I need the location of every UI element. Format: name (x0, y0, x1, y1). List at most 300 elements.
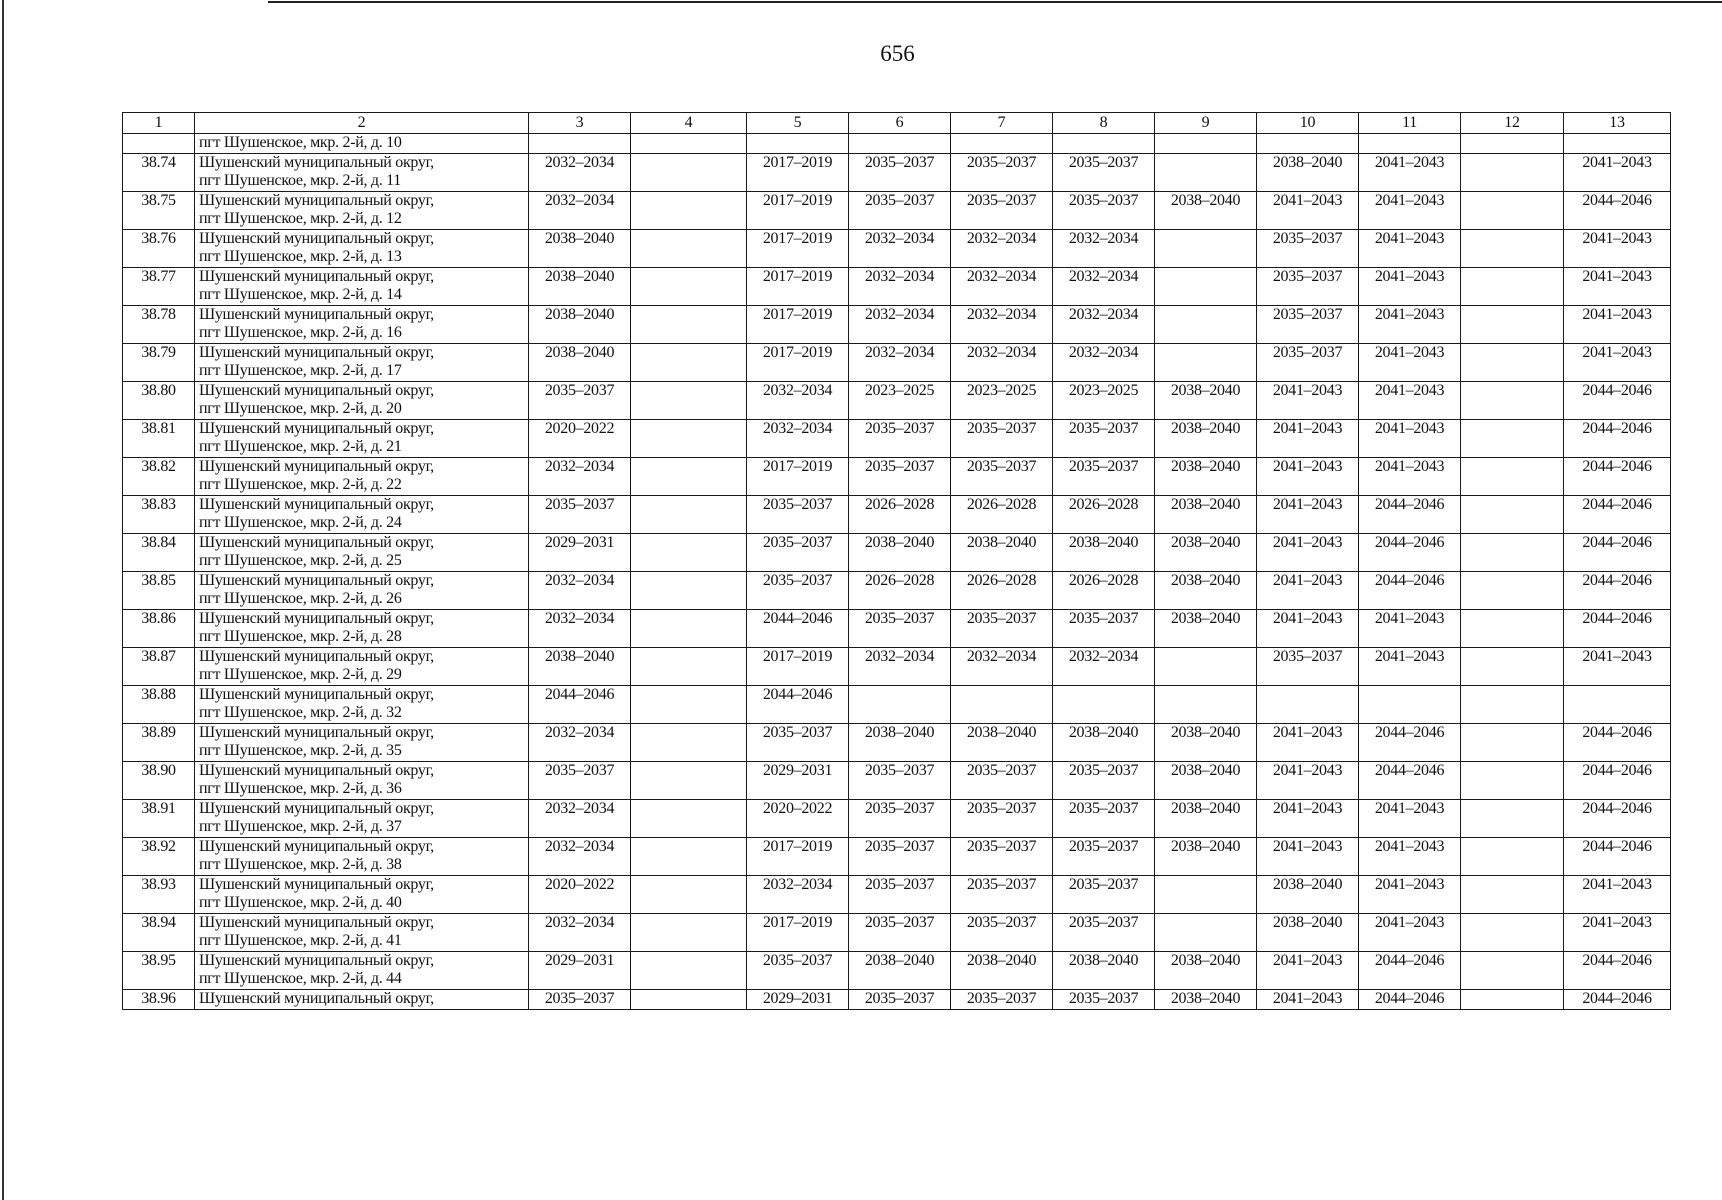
period-cell: 2038–2040 (1155, 495, 1257, 533)
table-row (123, 685, 1671, 723)
row-number-cell: 38.82 (123, 457, 195, 495)
period-cell (1461, 457, 1564, 495)
address-line-municipality: Шушенский муниципальный округ, (199, 761, 434, 779)
period-cell: 2041–2043 (1257, 723, 1359, 761)
address-cell (195, 267, 529, 305)
period-cell: 2038–2040 (849, 723, 951, 761)
table-row (123, 913, 1671, 951)
table-row (123, 343, 1671, 381)
row-number-cell: 38.95 (123, 951, 195, 989)
period-cell: 2035–2037 (951, 989, 1053, 1009)
period-cell: 2035–2037 (1053, 799, 1155, 837)
period-cell: 2038–2040 (1155, 837, 1257, 875)
row-number-cell: 38.93 (123, 875, 195, 913)
address-cell (195, 457, 529, 495)
period-cell: 2017–2019 (747, 457, 849, 495)
address-line-municipality: Шушенский муниципальный округ, (199, 381, 434, 399)
period-cell: 2032–2034 (529, 609, 631, 647)
period-cell: 2023–2025 (1053, 381, 1155, 419)
period-cell: 2041–2043 (1359, 191, 1461, 229)
row-number-cell: 38.96 (123, 989, 195, 1009)
table-row (123, 571, 1671, 609)
period-cell: 2035–2037 (951, 837, 1053, 875)
period-cell (951, 685, 1053, 723)
address-cell (195, 191, 529, 229)
period-cell (1461, 951, 1564, 989)
period-cell: 2041–2043 (1257, 837, 1359, 875)
period-cell: 2035–2037 (951, 875, 1053, 913)
period-cell: 2035–2037 (849, 457, 951, 495)
period-cell: 2035–2037 (1257, 305, 1359, 343)
period-cell: 2038–2040 (951, 533, 1053, 571)
period-cell: 2038–2040 (1155, 457, 1257, 495)
period-cell (631, 419, 747, 457)
period-cell: 2038–2040 (1155, 989, 1257, 1009)
row-number-cell: 38.86 (123, 609, 195, 647)
period-cell: 2041–2043 (1359, 799, 1461, 837)
period-cell: 2038–2040 (1155, 533, 1257, 571)
period-cell: 2038–2040 (529, 647, 631, 685)
address-line-building: пгт Шушенское, мкр. 2-й, д. 22 (199, 476, 402, 493)
address-cell (195, 153, 529, 191)
period-cell: 2035–2037 (1053, 989, 1155, 1009)
address-cell (195, 761, 529, 799)
address-line-building: пгт Шушенское, мкр. 2-й, д. 12 (199, 210, 402, 227)
period-cell: 2035–2037 (951, 153, 1053, 191)
period-cell (631, 913, 747, 951)
table-row (123, 723, 1671, 761)
period-cell: 2035–2037 (529, 495, 631, 533)
period-cell: 2032–2034 (951, 305, 1053, 343)
period-cell (1461, 305, 1564, 343)
period-cell: 2035–2037 (1053, 837, 1155, 875)
period-cell (631, 989, 747, 1009)
period-cell (1461, 267, 1564, 305)
period-cell (631, 343, 747, 381)
period-cell: 2041–2043 (1257, 951, 1359, 989)
table-row (123, 457, 1671, 495)
address-line-municipality: Шушенский муниципальный округ, (199, 419, 434, 437)
period-cell: 2041–2043 (1564, 153, 1671, 191)
period-cell: 2041–2043 (1257, 609, 1359, 647)
period-cell: 2041–2043 (1359, 457, 1461, 495)
period-cell: 2032–2034 (1053, 305, 1155, 343)
period-cell: 2041–2043 (1359, 267, 1461, 305)
column-header: 12 (1461, 113, 1564, 134)
period-cell (1461, 761, 1564, 799)
period-cell: 2041–2043 (1359, 153, 1461, 191)
period-cell: 2032–2034 (951, 647, 1053, 685)
table-cell (1564, 134, 1671, 154)
column-header: 10 (1257, 113, 1359, 134)
period-cell: 2041–2043 (1359, 229, 1461, 267)
table-cell (1461, 134, 1564, 154)
period-cell: 2035–2037 (1053, 913, 1155, 951)
address-cell (195, 609, 529, 647)
table-row (123, 609, 1671, 647)
period-cell (631, 495, 747, 533)
period-cell: 2041–2043 (1359, 381, 1461, 419)
table-row (123, 875, 1671, 913)
address-cell (195, 533, 529, 571)
period-cell: 2035–2037 (849, 761, 951, 799)
period-cell (631, 609, 747, 647)
period-cell: 2017–2019 (747, 153, 849, 191)
schedule-table (122, 112, 1671, 1010)
address-line-municipality: Шушенский муниципальный округ, (199, 153, 434, 171)
period-cell: 2035–2037 (849, 913, 951, 951)
address-cell (195, 913, 529, 951)
period-cell: 2044–2046 (1564, 457, 1671, 495)
period-cell (631, 533, 747, 571)
period-cell (1461, 913, 1564, 951)
period-cell: 2038–2040 (951, 723, 1053, 761)
period-cell: 2044–2046 (1564, 571, 1671, 609)
period-cell: 2032–2034 (529, 191, 631, 229)
address-cell (195, 495, 529, 533)
address-line-municipality: Шушенский муниципальный округ, (199, 533, 434, 551)
period-cell (631, 837, 747, 875)
address-cell (195, 305, 529, 343)
column-header: 9 (1155, 113, 1257, 134)
column-header: 3 (529, 113, 631, 134)
period-cell: 2038–2040 (1155, 761, 1257, 799)
address-line-municipality: Шушенский муниципальный округ, (199, 609, 434, 627)
column-header: 6 (849, 113, 951, 134)
period-cell: 2041–2043 (1564, 875, 1671, 913)
period-cell (1564, 685, 1671, 723)
period-cell: 2038–2040 (529, 305, 631, 343)
period-cell (1155, 913, 1257, 951)
table-cell (747, 134, 849, 154)
address-cell (195, 571, 529, 609)
period-cell (849, 685, 951, 723)
period-cell: 2035–2037 (951, 419, 1053, 457)
period-cell (631, 191, 747, 229)
period-cell (1155, 685, 1257, 723)
address-line-municipality: Шушенский муниципальный округ, (199, 343, 434, 361)
table-row (123, 951, 1671, 989)
period-cell: 2035–2037 (747, 495, 849, 533)
column-header: 8 (1053, 113, 1155, 134)
period-cell: 2032–2034 (951, 229, 1053, 267)
period-cell: 2044–2046 (1564, 419, 1671, 457)
period-cell: 2032–2034 (849, 647, 951, 685)
period-cell: 2032–2034 (529, 153, 631, 191)
period-cell: 2041–2043 (1359, 647, 1461, 685)
period-cell: 2038–2040 (1257, 913, 1359, 951)
period-cell: 2044–2046 (1564, 609, 1671, 647)
period-cell: 2035–2037 (849, 419, 951, 457)
period-cell: 2041–2043 (1257, 495, 1359, 533)
period-cell: 2026–2028 (849, 495, 951, 533)
period-cell (1461, 495, 1564, 533)
period-cell (1461, 343, 1564, 381)
period-cell: 2038–2040 (1155, 381, 1257, 419)
period-cell (1461, 685, 1564, 723)
period-cell (1461, 989, 1564, 1009)
address-line-building: пгт Шушенское, мкр. 2-й, д. 24 (199, 514, 402, 531)
period-cell (631, 305, 747, 343)
period-cell (631, 951, 747, 989)
table-cell (849, 134, 951, 154)
period-cell: 2035–2037 (1257, 647, 1359, 685)
period-cell: 2038–2040 (529, 343, 631, 381)
table-row (123, 495, 1671, 533)
period-cell: 2038–2040 (1155, 191, 1257, 229)
scan-edge-left (2, 0, 4, 1200)
address-line-municipality: Шушенский муниципальный округ, (199, 571, 434, 589)
period-cell: 2044–2046 (1359, 571, 1461, 609)
period-cell: 2038–2040 (951, 951, 1053, 989)
period-cell: 2044–2046 (1359, 989, 1461, 1009)
period-cell: 2017–2019 (747, 267, 849, 305)
period-cell (631, 457, 747, 495)
period-cell: 2035–2037 (849, 875, 951, 913)
address-line-municipality: Шушенский муниципальный округ, (199, 875, 434, 893)
period-cell: 2032–2034 (849, 305, 951, 343)
address-line-building: пгт Шушенское, мкр. 2-й, д. 17 (199, 362, 402, 379)
column-header: 2 (195, 113, 529, 134)
period-cell: 2035–2037 (1053, 419, 1155, 457)
address-line-municipality: Шушенский муниципальный округ, (199, 191, 434, 209)
period-cell (631, 153, 747, 191)
period-cell: 2017–2019 (747, 837, 849, 875)
column-header: 11 (1359, 113, 1461, 134)
period-cell: 2032–2034 (529, 913, 631, 951)
table-row (123, 267, 1671, 305)
table-cell (631, 134, 747, 154)
period-cell: 2041–2043 (1257, 191, 1359, 229)
period-cell: 2044–2046 (1564, 533, 1671, 571)
address-cell (195, 343, 529, 381)
address-line-municipality: Шушенский муниципальный округ, (199, 305, 434, 323)
period-cell: 2044–2046 (1564, 799, 1671, 837)
period-cell: 2044–2046 (1359, 761, 1461, 799)
period-cell: 2026–2028 (951, 571, 1053, 609)
address-line-building: пгт Шушенское, мкр. 2-й, д. 20 (199, 400, 402, 417)
period-cell: 2032–2034 (849, 267, 951, 305)
period-cell: 2017–2019 (747, 913, 849, 951)
period-cell: 2035–2037 (849, 191, 951, 229)
period-cell: 2035–2037 (951, 761, 1053, 799)
row-number-cell: 38.92 (123, 837, 195, 875)
period-cell: 2041–2043 (1257, 989, 1359, 1009)
address-line-building: пгт Шушенское, мкр. 2-й, д. 21 (199, 438, 402, 455)
period-cell: 2044–2046 (1359, 723, 1461, 761)
period-cell: 2044–2046 (1359, 495, 1461, 533)
period-cell: 2041–2043 (1257, 571, 1359, 609)
table-cell (1155, 134, 1257, 154)
address-line-building: пгт Шушенское, мкр. 2-й, д. 37 (199, 818, 402, 835)
period-cell: 2038–2040 (1053, 533, 1155, 571)
period-cell: 2026–2028 (1053, 571, 1155, 609)
row-number-cell: 38.81 (123, 419, 195, 457)
period-cell (1155, 153, 1257, 191)
address-line-municipality: Шушенский муниципальный округ, (199, 723, 434, 741)
row-number-cell: 38.85 (123, 571, 195, 609)
period-cell: 2017–2019 (747, 229, 849, 267)
period-cell: 2026–2028 (1053, 495, 1155, 533)
period-cell: 2041–2043 (1359, 305, 1461, 343)
address-line-building: пгт Шушенское, мкр. 2-й, д. 13 (199, 248, 402, 265)
column-header: 5 (747, 113, 849, 134)
address-line-municipality: Шушенский муниципальный округ, (199, 267, 434, 285)
period-cell: 2032–2034 (529, 457, 631, 495)
period-cell (631, 381, 747, 419)
table-row (123, 305, 1671, 343)
period-cell: 2041–2043 (1359, 419, 1461, 457)
period-cell: 2041–2043 (1359, 875, 1461, 913)
period-cell: 2041–2043 (1257, 799, 1359, 837)
period-cell: 2044–2046 (1564, 951, 1671, 989)
period-cell: 2035–2037 (1257, 343, 1359, 381)
period-cell: 2041–2043 (1564, 305, 1671, 343)
period-cell: 2035–2037 (1053, 457, 1155, 495)
address-line-municipality: Шушенский муниципальный округ, (199, 837, 434, 855)
period-cell: 2035–2037 (951, 609, 1053, 647)
period-cell: 2035–2037 (951, 913, 1053, 951)
period-cell (631, 229, 747, 267)
period-cell: 2035–2037 (1053, 153, 1155, 191)
period-cell: 2032–2034 (1053, 229, 1155, 267)
table-cell (529, 134, 631, 154)
period-cell (1461, 609, 1564, 647)
period-cell: 2041–2043 (1564, 343, 1671, 381)
address-line-building: пгт Шушенское, мкр. 2-й, д. 25 (199, 552, 402, 569)
period-cell: 2035–2037 (849, 837, 951, 875)
period-cell: 2029–2031 (529, 951, 631, 989)
row-number-cell: 38.89 (123, 723, 195, 761)
period-cell (1155, 305, 1257, 343)
period-cell (1461, 191, 1564, 229)
period-cell: 2035–2037 (529, 761, 631, 799)
row-number-cell: 38.77 (123, 267, 195, 305)
period-cell (1461, 229, 1564, 267)
period-cell: 2041–2043 (1564, 229, 1671, 267)
period-cell: 2041–2043 (1257, 381, 1359, 419)
row-number-cell: 38.74 (123, 153, 195, 191)
table-row (123, 381, 1671, 419)
scan-edge-top (268, 1, 1722, 3)
address-line-building: пгт Шушенское, мкр. 2-й, д. 32 (199, 704, 402, 721)
period-cell: 2041–2043 (1257, 761, 1359, 799)
table-cell (1359, 134, 1461, 154)
period-cell: 2041–2043 (1564, 267, 1671, 305)
period-cell: 2023–2025 (951, 381, 1053, 419)
period-cell: 2017–2019 (747, 305, 849, 343)
period-cell: 2032–2034 (529, 571, 631, 609)
period-cell: 2035–2037 (747, 533, 849, 571)
table-row (123, 153, 1671, 191)
period-cell: 2035–2037 (747, 951, 849, 989)
period-cell: 2032–2034 (1053, 647, 1155, 685)
period-cell (1461, 647, 1564, 685)
address-cell (195, 419, 529, 457)
row-number-cell: 38.79 (123, 343, 195, 381)
column-header: 1 (123, 113, 195, 134)
period-cell: 2044–2046 (1359, 533, 1461, 571)
table-cell (1257, 134, 1359, 154)
period-cell: 2044–2046 (1564, 381, 1671, 419)
row-number-cell: 38.83 (123, 495, 195, 533)
period-cell (1461, 419, 1564, 457)
period-cell: 2038–2040 (1155, 723, 1257, 761)
table-row (123, 229, 1671, 267)
period-cell: 2035–2037 (849, 153, 951, 191)
row-number-cell: 38.88 (123, 685, 195, 723)
period-cell: 2041–2043 (1257, 419, 1359, 457)
period-cell (1461, 837, 1564, 875)
period-cell: 2038–2040 (529, 267, 631, 305)
period-cell: 2032–2034 (1053, 343, 1155, 381)
table-cell (951, 134, 1053, 154)
address-line-municipality: Шушенский муниципальный округ, (199, 495, 434, 513)
period-cell: 2044–2046 (1564, 837, 1671, 875)
page-number: 656 (880, 41, 915, 66)
period-cell: 2044–2046 (1564, 191, 1671, 229)
address-line-building: пгт Шушенское, мкр. 2-й, д. 35 (199, 742, 402, 759)
row-number-cell: 38.87 (123, 647, 195, 685)
column-header: 13 (1564, 113, 1671, 134)
period-cell: 2020–2022 (529, 875, 631, 913)
period-cell: 2044–2046 (1359, 951, 1461, 989)
period-cell: 2035–2037 (1257, 229, 1359, 267)
period-cell (631, 875, 747, 913)
address-line-building: пгт Шушенское, мкр. 2-й, д. 16 (199, 324, 402, 341)
period-cell: 2032–2034 (849, 343, 951, 381)
period-cell (1359, 685, 1461, 723)
address-cell (195, 875, 529, 913)
address-cell (195, 381, 529, 419)
address-cell (195, 723, 529, 761)
period-cell (631, 685, 747, 723)
table-row (123, 419, 1671, 457)
period-cell: 2041–2043 (1257, 457, 1359, 495)
row-number-cell: 38.94 (123, 913, 195, 951)
address-cell: Шушенский муниципальный округ, (195, 989, 529, 1009)
address-line-municipality: Шушенский муниципальный округ, (199, 951, 434, 969)
period-cell: 2038–2040 (1257, 153, 1359, 191)
period-cell: 2032–2034 (1053, 267, 1155, 305)
period-cell: 2032–2034 (529, 837, 631, 875)
address-cell (195, 647, 529, 685)
column-header: 4 (631, 113, 747, 134)
period-cell: 2029–2031 (747, 989, 849, 1009)
table-body (123, 134, 1671, 1010)
period-cell (631, 799, 747, 837)
period-cell: 2044–2046 (529, 685, 631, 723)
address-line-municipality: Шушенский муниципальный округ, (199, 229, 434, 247)
row-number-cell: 38.90 (123, 761, 195, 799)
row-number-cell: 38.84 (123, 533, 195, 571)
period-cell (1461, 153, 1564, 191)
period-cell: 2038–2040 (1155, 799, 1257, 837)
period-cell: 2044–2046 (1564, 761, 1671, 799)
address-cell (195, 951, 529, 989)
address-line-building: пгт Шушенское, мкр. 2-й, д. 36 (199, 780, 402, 797)
period-cell: 2035–2037 (529, 381, 631, 419)
period-cell (631, 647, 747, 685)
period-cell (1155, 229, 1257, 267)
address-line-building: пгт Шушенское, мкр. 2-й, д. 40 (199, 894, 402, 911)
period-cell: 2041–2043 (1257, 533, 1359, 571)
period-cell: 2032–2034 (849, 229, 951, 267)
period-cell: 2035–2037 (747, 571, 849, 609)
period-cell: 2038–2040 (849, 533, 951, 571)
period-cell: 2035–2037 (1257, 267, 1359, 305)
period-cell: 2038–2040 (1053, 951, 1155, 989)
